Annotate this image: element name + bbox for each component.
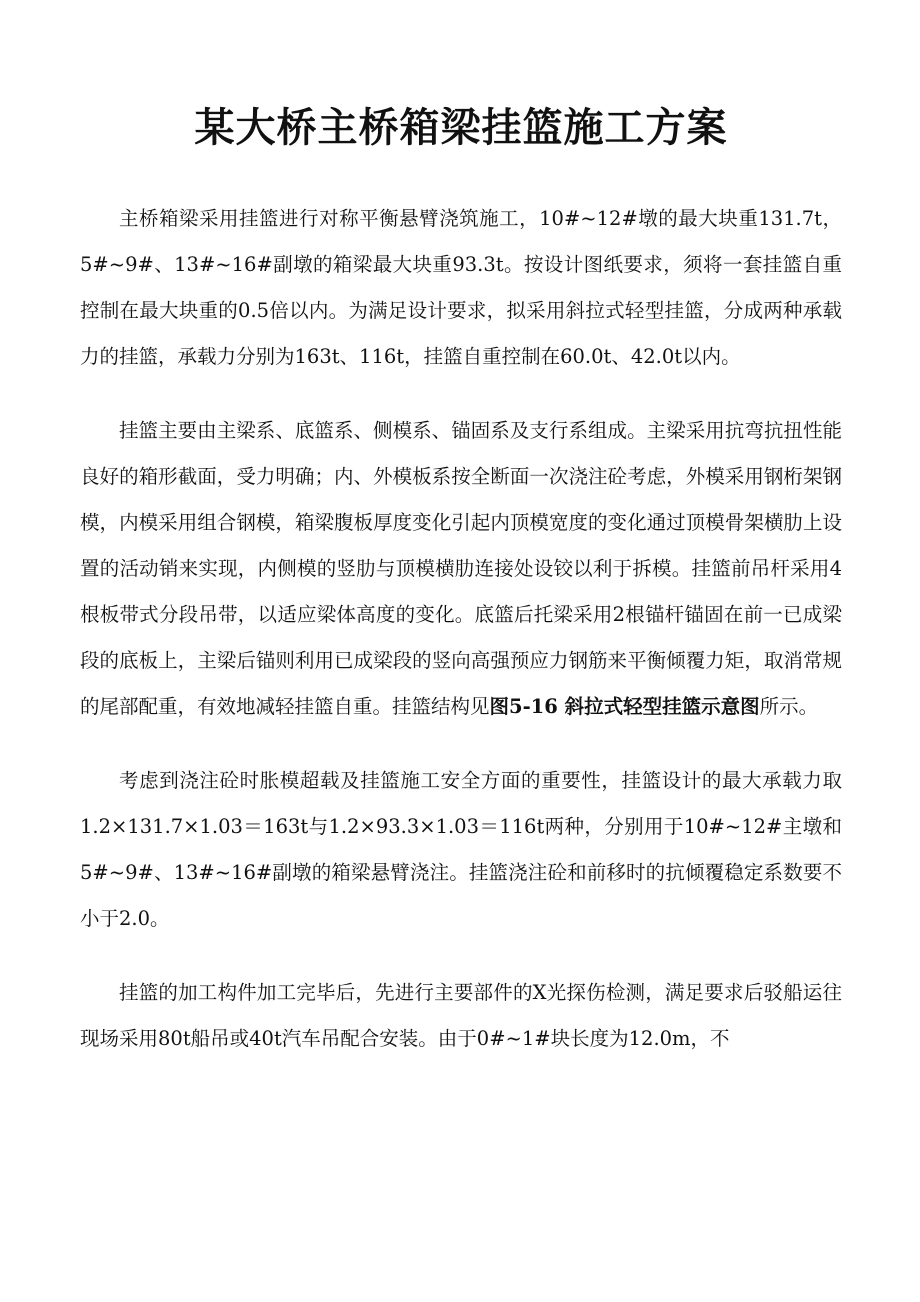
paragraph-structure — [80, 408, 842, 730]
paragraph-overview: 主桥箱梁采用挂篮进行对称平衡悬臂浇筑施工，10#~12#墩的最大块重131.7t，5#~9#、13#~16#副墩的箱梁最大块重93.3t。按设计图纸要求，须将一套挂篮自重控制在最大块重的0.5倍以内。为满足设计要求，拟采用斜拉式轻型挂篮，分成两种承载力的挂篮，承载力分别为163t、116t，挂篮自重控制在60.0t、42.0t以内。 — [80, 207, 842, 368]
paragraph-capacity: 考虑到浇注砼时胀模超载及挂篮施工安全方面的重要性，挂篮设计的最大承载力取1.2×131.7×1.03＝163t与1.2×93.3×1.03＝116t两种，分别用于10#~12#主墩和5#~9#、13#~16#副墩的箱梁悬臂浇注。挂篮浇注砼和前移时的抗倾覆稳定系数要不小于2.0。 — [80, 769, 842, 930]
paragraph-installation: 挂篮的加工构件加工完毕后，先进行主要部件的X光探伤检测，满足要求后驳船运往现场采用80t船吊或40t汽车吊配合安装。由于0#~1#块长度为12.0m，不 — [80, 981, 842, 1050]
paragraph-structure-suffix: 所示。 — [759, 695, 819, 718]
paragraph-structure-text: 挂篮主要由主梁系、底篮系、侧模系、锚固系及支行系组成。主梁采用抗弯抗扭性能良好的箱形截面，受力明确；内、外模板系按全断面一次浇注砼考虑，外模采用钢桁架钢模，内模采用组合钢模，箱梁腹板厚度变化引起内顶模宽度的变化通过顶模骨架横肋上设置的活动销来实现，内侧模的竖肋与顶模横肋连接处设铰以利于拆模。挂篮前吊杆采用4根板带式分段吊带，以适应梁体高度的变化。底篮后托梁采用2根锚杆锚固在前一已成梁段的底板上，主梁后锚则利用已成梁段的竖向高强预应力钢筋来平衡倾覆力矩，取消常规的尾部配重，有效地减轻挂篮自重。挂篮结构见 — [80, 419, 842, 718]
document-title: 某大桥主桥箱梁挂篮施工方案 — [194, 105, 728, 151]
figure-reference-link: 图5-16 斜拉式轻型挂篮示意图 — [489, 695, 760, 718]
